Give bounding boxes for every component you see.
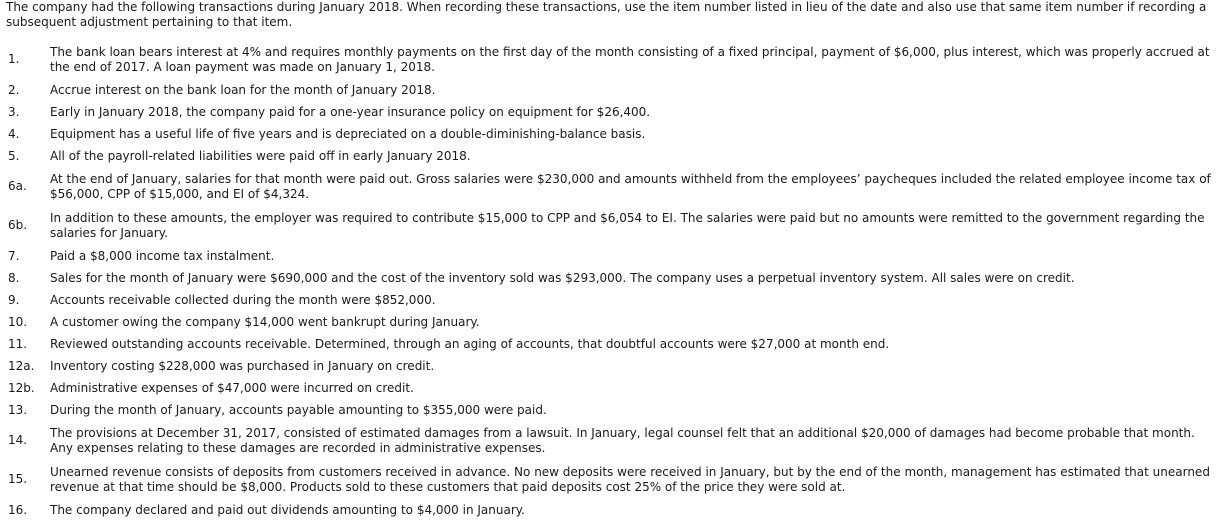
item-number: 6a. <box>8 179 27 193</box>
item-text: In addition to these amounts, the employer was required to contribute $15,000 to CPP and $6,054 to EI. The salaries were paid but no amounts were remitted to the government regarding the salaries for January. <box>50 210 1205 240</box>
transaction-item <box>0 421 1223 460</box>
item-text: Early in January 2018, the company paid for a one-year insurance policy on equipment for $26,400. <box>50 104 651 119</box>
item-number: 4. <box>8 126 20 141</box>
item-number: 2. <box>8 82 20 97</box>
item-text: Sales for the month of January were $690,000 and the cost of the inventory sold was $293,000. The company uses a perpetual inventory system. All sales were on credit. <box>50 270 1075 285</box>
transaction-item <box>0 101 1223 123</box>
transaction-item <box>0 206 1223 245</box>
item-number: 13. <box>8 402 28 417</box>
transaction-list <box>0 40 1223 521</box>
item-number: 6b. <box>8 218 28 232</box>
item-number: 15. <box>8 472 28 486</box>
transaction-item <box>0 123 1223 145</box>
item-text: The bank loan bears interest at 4% and requires monthly payments on the first day of the month consisting of a fixed principal, payment of $6,000, plus interest, which was properly accrued at the end of 2017. A loan payment was made on January 1, 2018. <box>50 44 1210 74</box>
transaction-item <box>0 79 1223 101</box>
item-text: Paid a $8,000 income tax instalment. <box>50 248 275 263</box>
item-text: The provisions at December 31, 2017, consisted of estimated damages from a lawsuit. In January, legal counsel felt that an additional $20,000 of damages had become probable that month. Any expenses relating to these damages are recorded in administrative expenses. <box>50 425 1195 455</box>
intro-paragraph: The company had the following transactions during January 2018. When recording these transactions, use the item number listed in lieu of the date and also use that same item number if recording a subsequent adjustment pertaining to that item. <box>6 0 1207 29</box>
item-number: 16. <box>8 502 28 517</box>
item-text: Accounts receivable collected during the month were $852,000. <box>50 292 436 307</box>
item-text: Equipment has a useful life of five years and is depreciated on a double-diminishing-balance basis. <box>50 126 646 141</box>
transaction-item <box>0 245 1223 267</box>
transaction-item <box>0 289 1223 311</box>
item-number: 1. <box>8 52 20 66</box>
item-text: Administrative expenses of $47,000 were incurred on credit. <box>50 380 414 395</box>
item-text: All of the payroll-related liabilities were paid off in early January 2018. <box>50 148 471 163</box>
transaction-item <box>0 40 1223 79</box>
transaction-item <box>0 267 1223 289</box>
item-text: The company declared and paid out dividends amounting to $4,000 in January. <box>50 502 525 517</box>
item-number: 11. <box>8 336 28 351</box>
transaction-item <box>0 333 1223 355</box>
item-text: A customer owing the company $14,000 went bankrupt during January. <box>50 314 480 329</box>
item-number: 12b. <box>8 380 35 395</box>
item-text: Unearned revenue consists of deposits from customers received in advance. No new deposits were received in January, but by the end of the month, management has estimated that unearned revenue at that time should be $8,000. Products sold to these customers that paid deposits cost 25% of the price they were sold at. <box>50 464 1210 494</box>
item-number: 3. <box>8 104 20 119</box>
transaction-item <box>0 399 1223 421</box>
item-number: 12a. <box>8 358 35 373</box>
item-number: 9. <box>8 292 20 307</box>
transaction-item <box>0 460 1223 499</box>
item-text: At the end of January, salaries for that month were paid out. Gross salaries were $230,000 and amounts withheld from the employees’ paycheques included the related employee income tax of $56,000, CPP of $15,000, and EI of $4,324. <box>50 171 1211 201</box>
transaction-item <box>0 355 1223 377</box>
item-text: During the month of January, accounts payable amounting to $355,000 were paid. <box>50 402 547 417</box>
transaction-item <box>0 145 1223 167</box>
transaction-item <box>0 167 1223 206</box>
transaction-item <box>0 377 1223 399</box>
item-number: 8. <box>8 270 20 285</box>
spacer <box>0 30 1223 40</box>
transaction-item <box>0 499 1223 521</box>
transaction-item <box>0 311 1223 333</box>
item-number: 7. <box>8 248 20 263</box>
item-number: 5. <box>8 148 20 163</box>
item-text: Accrue interest on the bank loan for the month of January 2018. <box>50 82 436 97</box>
item-number: 10. <box>8 314 28 329</box>
item-text: Inventory costing $228,000 was purchased in January on credit. <box>50 358 435 373</box>
item-text: Reviewed outstanding accounts receivable. Determined, through an aging of accounts, that doubtful accounts were $27,000 at month end. <box>50 336 890 351</box>
item-number: 14. <box>8 433 28 447</box>
